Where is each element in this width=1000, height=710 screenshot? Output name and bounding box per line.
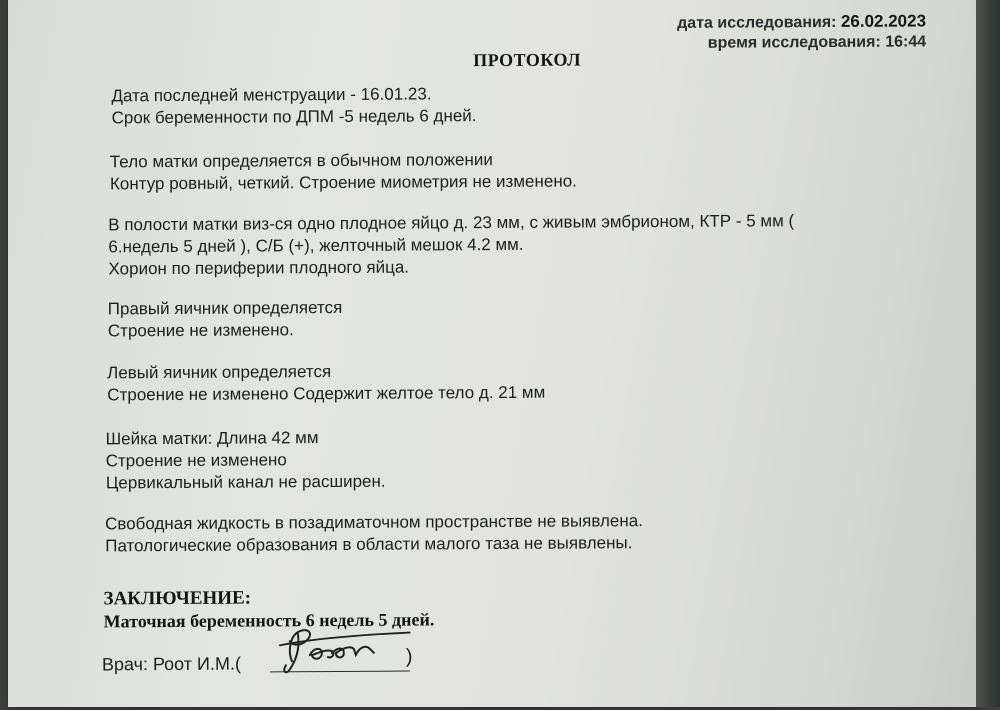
- text-line: Строение не изменено Содержит желтое тело д. 21 мм: [107, 382, 546, 405]
- text-line: Контур ровный, четкий. Строение миометрия не изменено.: [109, 171, 577, 194]
- exam-date-label: дата исследования:: [677, 13, 837, 32]
- text-line: 6.недель 5 дней ), С/Б (+), желточный мешок 4.2 мм.: [108, 234, 524, 257]
- conclusion-title: ЗАКЛЮЧЕНИЕ:: [103, 587, 252, 610]
- text-line: В полости матки виз-ся одно плодное яйцо д. 23 мм, с живым эмбрионом, КТР - 5 мм (: [108, 211, 795, 235]
- document-title: ПРОТОКОЛ: [473, 49, 582, 71]
- text-line: Дата последней менструации - 16.01.23.: [111, 84, 432, 106]
- exam-date-value: 26.02.2023: [840, 11, 927, 31]
- exam-time-label: время исследования:: [707, 33, 881, 52]
- conclusion-text: Маточная беременность 6 недель 5 дней.: [103, 609, 435, 632]
- text-line: Строение не изменено.: [107, 320, 294, 341]
- text-line: Цервикальный канал не расширен.: [105, 471, 386, 493]
- text-line: Свободная жидкость в позадиматочном пространстве не выявлена.: [104, 511, 643, 534]
- exam-date: [677, 11, 926, 33]
- text-line: Хорион по периферии плодного яйца.: [108, 257, 410, 279]
- exam-time: [708, 33, 926, 52]
- text-line: Шейка матки: Длина 42 мм: [105, 428, 319, 449]
- signature-closing-paren: ): [405, 645, 413, 668]
- text-line: Левый яичник определяется: [107, 362, 332, 383]
- exam-time-value: 16:44: [885, 33, 927, 51]
- doctor-label: Врач: Роот И.М.(: [101, 653, 242, 675]
- text-line: Срок беременности по ДПМ -5 недель 6 дней.: [111, 106, 477, 128]
- text-line: Правый яичник определяется: [107, 297, 343, 319]
- text-line: Патологические образования в области малого таза не выявлены.: [105, 533, 633, 556]
- text-line: Тело матки определяется в обычном положении: [109, 150, 493, 172]
- text-line: Строение не изменено: [105, 450, 287, 471]
